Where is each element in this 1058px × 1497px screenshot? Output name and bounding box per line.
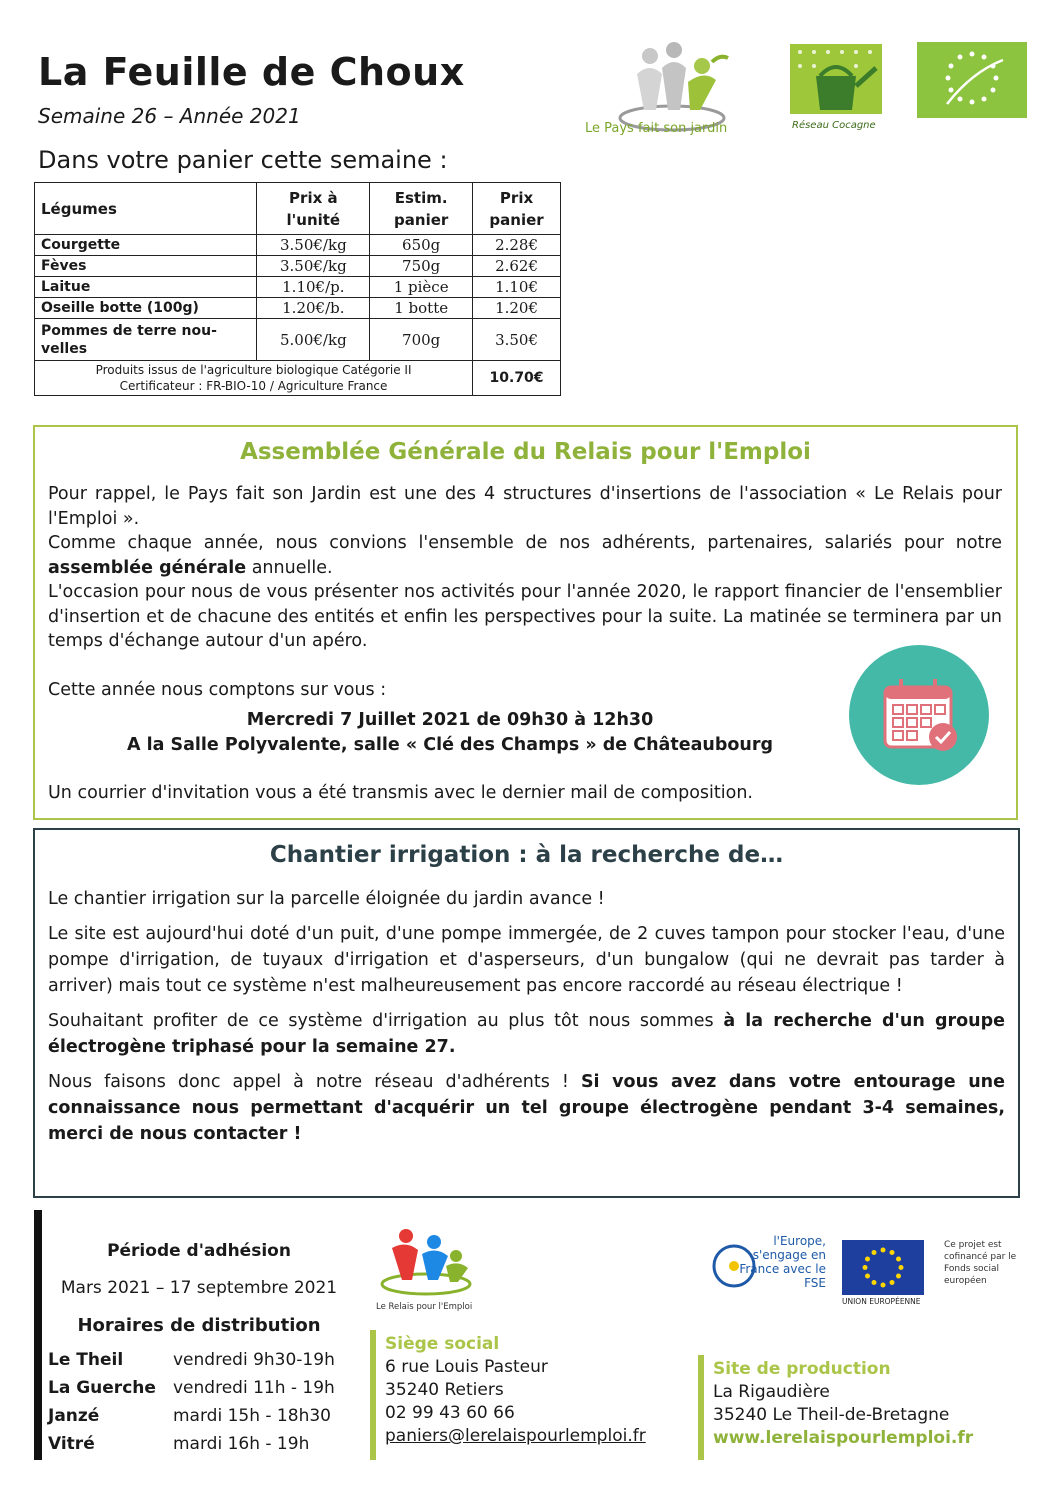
item-estimate: 1 botte — [370, 298, 473, 319]
assembly-paragraph — [48, 531, 1002, 580]
item-name: Courgette — [35, 235, 257, 256]
production-site-name: La Rigaudière — [713, 1382, 830, 1402]
head-office-street: 6 rue Louis Pasteur — [385, 1357, 548, 1377]
distribution-time: vendredi 11h - 19h — [173, 1378, 335, 1398]
eu-flag-icon — [842, 1240, 924, 1295]
distribution-place: Le Theil — [48, 1350, 124, 1370]
newsletter-title: La Feuille de Choux — [38, 50, 465, 94]
relais-pour-emploi-logo — [376, 1222, 476, 1304]
bold-text: à la recherche d'un groupe électrogène triphasé pour la semaine 27. — [48, 1011, 1005, 1057]
table-row — [35, 319, 561, 361]
divider-bar — [370, 1330, 376, 1460]
meeting-location: A la Salle Polyvalente, salle « Clé des Champs » de Châteaubourg — [126, 734, 773, 755]
item-estimate: 750g — [370, 256, 473, 277]
item-name: Pommes de terre nou-velles — [35, 319, 257, 361]
distribution-time: mardi 15h - 18h30 — [173, 1406, 331, 1426]
irrigation-section — [33, 828, 1020, 1198]
meeting-date: Mercredi 7 Juillet 2021 de 09h30 à 12h30 — [246, 710, 654, 730]
production-site-city: 35240 Le Theil-de-Bretagne — [713, 1405, 950, 1425]
europe-engage-logo — [704, 1232, 826, 1302]
head-office-title: Siège social — [385, 1334, 500, 1354]
distribution-time: mardi 16h - 19h — [173, 1434, 310, 1454]
certification-note — [35, 361, 473, 396]
irrigation-paragraph: Le site est aujourd'hui doté d'un puit, d'une pompe immergée, de 2 cuves tampon pour stocker l'eau, d'une pompe d'irrigation, de tuyaux d'irrigation et d'asperseurs, d'un bungalow (qui ne devrait pas tarder à arriver) mais tout ce système n'est malheureusement pas encore raccordé au réseau électrique ! — [48, 924, 1005, 996]
eu-label: UNION EUROPÉENNE — [842, 1297, 921, 1306]
table-row — [35, 235, 561, 256]
col-header-unit-price: Prix à l'unité — [257, 183, 370, 235]
item-unit-price: 1.20€/b. — [257, 298, 370, 319]
head-office-city: 35240 Retiers — [385, 1380, 504, 1400]
col-header-basket-price: Prix panier — [473, 183, 561, 235]
website-link[interactable]: www.lerelaispourlemploi.fr — [713, 1428, 974, 1448]
assembly-paragraph: Cette année nous comptons sur vous : — [48, 679, 387, 700]
text: Comme chaque année, nous convions l'ensemble de nos adhérents, partenaires, salariés pour notre — [48, 533, 1002, 553]
basket-table — [34, 182, 561, 396]
table-footer-row — [35, 361, 561, 396]
cocagne-logo-label: Réseau Cocagne — [792, 120, 876, 131]
distribution-row — [48, 1350, 335, 1370]
item-estimate: 700g — [370, 319, 473, 361]
item-price: 1.10€ — [473, 277, 561, 298]
col-header-estimate: Estim. panier — [370, 183, 473, 235]
item-unit-price: 1.10€/p. — [257, 277, 370, 298]
assembly-paragraph: Un courrier d'invitation vous a été transmis avec le dernier mail de composition. — [48, 783, 753, 803]
distribution-hours-title: Horaires de distribution — [77, 1315, 321, 1336]
text: Souhaitant profiter de ce système d'irrigation au plus tôt nous sommes — [48, 1011, 724, 1031]
text: Nous faisons donc appel à notre réseau d'adhérents ! — [48, 1072, 581, 1092]
assembly-paragraph: Pour rappel, le Pays fait son Jardin est une des 4 structures d'insertions de l'association « Le Relais pour l'Emploi ». — [48, 484, 1002, 529]
reseau-cocagne-logo — [790, 44, 882, 114]
col-header-legumes: Légumes — [35, 183, 257, 235]
item-unit-price: 3.50€/kg — [257, 235, 370, 256]
pays-logo-label: Le Pays fait son jardin — [585, 121, 728, 136]
distribution-place: Vitré — [48, 1434, 95, 1454]
distribution-place: La Guerche — [48, 1378, 156, 1398]
distribution-row — [48, 1434, 309, 1454]
bold-text: Si vous avez dans votre entourage une connaissance nous permettant d'acquérir un tel groupe électrogène pendant 3-4 semaines, merci de nous contacter ! — [48, 1072, 1005, 1144]
membership-period-dates: Mars 2021 – 17 septembre 2021 — [60, 1278, 338, 1298]
head-office-address — [385, 1333, 646, 1448]
distribution-time: vendredi 9h30-19h — [173, 1350, 335, 1370]
eu-funding-note: Ce projet est cofinancé par le Fonds social européen — [944, 1240, 1017, 1286]
week-subtitle: Semaine 26 – Année 2021 — [38, 104, 301, 128]
table-row — [35, 256, 561, 277]
head-office-phone: 02 99 43 60 66 — [385, 1403, 515, 1423]
item-price: 3.50€ — [473, 319, 561, 361]
item-estimate: 650g — [370, 235, 473, 256]
relais-logo-label: Le Relais pour l'Emploi — [376, 1302, 473, 1312]
calendar-icon — [849, 645, 989, 785]
production-site-address — [713, 1358, 973, 1450]
item-name: Oseille botte (100g) — [35, 298, 257, 319]
irrigation-paragraph — [48, 1008, 1005, 1060]
divider-bar — [698, 1355, 704, 1460]
text: annuelle. — [246, 557, 333, 578]
bold-text: assemblée générale — [48, 557, 247, 578]
distribution-row — [48, 1378, 335, 1398]
membership-period-title: Période d'adhésion — [107, 1241, 291, 1261]
assembly-title: Assemblée Générale du Relais pour l'Emploi — [240, 439, 811, 465]
certification-line-1: Produits issus de l'agriculture biologique Catégorie II — [95, 363, 412, 377]
irrigation-paragraph: Le chantier irrigation sur la parcelle éloignée du jardin avance ! — [48, 889, 605, 909]
item-unit-price: 3.50€/kg — [257, 256, 370, 277]
basket-total: 10.70€ — [473, 361, 561, 396]
table-row — [35, 298, 561, 319]
assembly-paragraph: L'occasion pour nous de vous présenter nos activités pour l'année 2020, le rapport financier de l'ensemblier d'insertion et de chacune des entités et enfin les perspectives pour la suite. La matinée se terminera par un temps d'échange autour d'un apéro. — [48, 582, 1002, 651]
irrigation-paragraph — [48, 1069, 1005, 1147]
item-price: 2.28€ — [473, 235, 561, 256]
certification-line-2: Certificateur : FR-BIO-10 / Agriculture France — [119, 379, 388, 393]
divider-bar — [34, 1210, 42, 1460]
irrigation-title: Chantier irrigation : à la recherche de… — [269, 842, 784, 868]
irrigation-body — [48, 886, 1005, 1156]
basket-heading: Dans votre panier cette semaine : — [38, 146, 448, 174]
distribution-row — [48, 1406, 331, 1426]
item-name: Fèves — [35, 256, 257, 277]
distribution-place: Janzé — [48, 1406, 100, 1426]
contact-email-link[interactable]: paniers@lerelaispourlemploi.fr — [385, 1426, 646, 1446]
production-site-title: Site de production — [713, 1359, 891, 1379]
europe-engage-text: l'Europe, s'engage en France avec le FSE — [739, 1234, 826, 1290]
item-unit-price: 5.00€/kg — [257, 319, 370, 361]
item-price: 2.62€ — [473, 256, 561, 277]
item-name: Laitue — [35, 277, 257, 298]
item-price: 1.20€ — [473, 298, 561, 319]
table-row — [35, 277, 561, 298]
item-estimate: 1 pièce — [370, 277, 473, 298]
eu-organic-leaf-logo — [917, 42, 1027, 118]
